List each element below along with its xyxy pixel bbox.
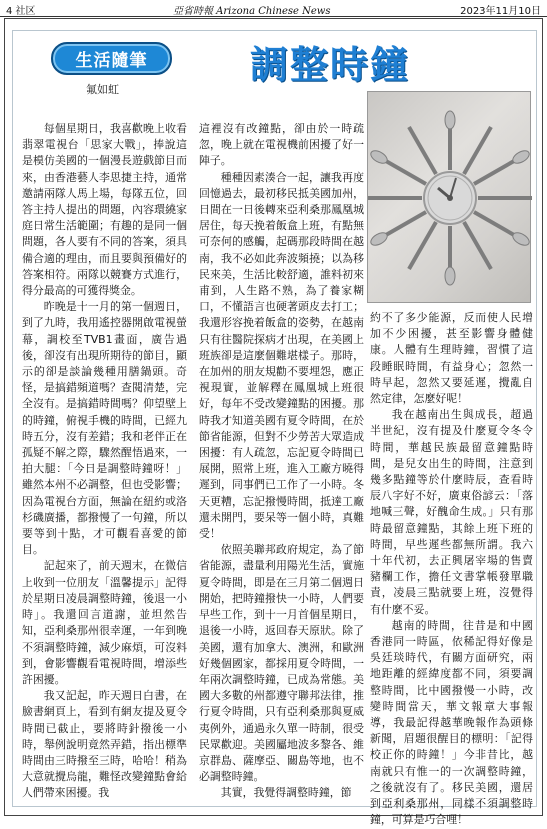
- article-column-2: [199, 121, 364, 811]
- paragraph: 依照美聯邦政府規定，為了節省能源，盡量利用陽光生活，實施夏令時間，即是在三月第二個週日開始，把時鐘撥快一小時，人們要早些工作，到十一月首個星期日，退後一小時，返回春天原狀。除了美國，還有加拿大、澳洲，和歐洲好幾個國家，都採用夏令時間，一年兩次調整時鐘，已成為常態。美國大多數的州都遵守聯邦法律，推行夏令時間，只有亞利桑那與夏威夷例外，通過永久單一時制，很受民眾歡迎。美國屬地波多黎各、維京群島、薩摩亞、關島等地，也不必調整時鐘。: [199, 543, 364, 784]
- issue-date: 2023年11月10日: [460, 6, 541, 17]
- wall-clock-with-cutlery-icon: [368, 92, 532, 304]
- paragraph: 種種因素湊合一起，讓我再度回憶過去，最初移民抵美國加州，日間在一日後轉來亞利桑那鳳凰城居住，每天挽着飯盒上班，有點無可奈何的感觸，起碼那段時間在越南，我不必如此奔波頻撓；以為移民來美，生活比較舒適，誰料初來甫到，人生路不熟，為了養家糊口，不懂語言也硬著頭皮去打工；我還形容挽着飯盒的姿勢，在越南只有往醫院探病才出現，在美國上班族卻是這麼個難堪樣子。那時，在加州的朋友規勸不要埋怨，應正視現實，並解釋在鳳凰城上班很好，每年不受改變鐘點的困擾。那時我才知道美國有夏令時間，在於節省能源，但對不少勞苦大眾造成困擾：有人疏忽，忘記夏令時間已展開，照常上班，進入工廠方曉得遲到，同事們已工作了一小時。冬天更糟，忘記撥慢時間，抵達工廠還未開門，要呆等一個小時，真難受！: [199, 170, 364, 541]
- clock-photo: [367, 91, 531, 303]
- paragraph: 越南的時間，往昔是和中國香港同一時區，依稀記得好像是吳廷琰時代，有關方面研究，兩地距離的經緯度都不同，須要調整時間，比中國撥慢一小時，改變時間當天，華文報章大事報導，我最記得越華晚報作為頭條新聞，眉題很醒目的標明：「記得校正你的時鐘！」今非昔比，越南就只有惟一的一次調整時鐘，之後就沒有了。移民美國，還居到亞利桑那州，同樣不須調整時鐘，可算是巧合哩！: [370, 618, 533, 827]
- paragraph: 昨晚是十一月的第一個週日，到了九時，我用遙控器開啟電視螢幕，調校至TVB1畫面，廣告過後，卻沒有出現所期待的節目，顯示的卻是談論幾種用膳鍋頭。奇怪，是搞錯頻道嗎？查閱清楚，完全沒有。是搞錯時間嗎？仰望壁上的時鐘，俯視手機的時間，已經九時五分，沒有差錯；我和老伴正在孤疑不解之際，驟然醒悟過來，一拍大腿：「今日是調整時鐘呀！」雖然本州不必調整，但也受影響；因為電視台方面，無論在紐約或洛杉磯廣播，都撥慢了一句鐘，所以要等到十點，才可觀看喜愛的節目。: [22, 300, 187, 557]
- masthead: 亞省時報 Arizona Chinese News: [173, 6, 331, 17]
- article-title: 調整時鐘: [250, 43, 411, 87]
- paragraph: 每個星期日，我喜歡晚上收看翡翠電視台「思家大戰」，捧說這是模仿美國的一個漫長遊戲節目而來，由香港藝人李思捷主持，通常邀請兩隊人馬上場，每隊五位，回答主持人提出的問題，內容環繞家庭日常生活範圍；有趣的是同一個問題，各人要有不同的答案，須具備合適的理由，而且要與預備好的答案相符。兩隊以競賽方式進行，得分最高的可獲得獎金。: [22, 122, 187, 298]
- column-label: 生活隨筆: [75, 51, 148, 71]
- column-label-badge: [51, 42, 172, 75]
- paragraph: 其實，我覺得調整時鐘，節: [220, 786, 352, 800]
- header-rule: [0, 16, 547, 17]
- paragraph: 記起來了，前天週末，在微信上收到一位朋友「溫馨提示」記得於星期日凌晨調整時鐘，後退一小時」。我還回言道謝，並坦然告知，亞利桑那州很幸運，一年到晚不須調整時鐘，減少麻煩，可沒料到，會影響觀看電視時間，增添些許困擾。: [22, 559, 187, 686]
- paragraph: 約不了多少能源，反而使人民增加不少困擾，甚至影響身體健康。人體有生理時鐘，習慣了這段睡眠時間，有益身心；忽然一時早起，忽然又要延遲，攪亂自然定律，怎麼好呢！: [370, 311, 533, 406]
- page-section: 4 社区: [6, 6, 36, 17]
- article-column-3: [370, 310, 533, 827]
- article-column-1: [22, 121, 187, 811]
- paragraph: 我又記起，昨天週日白書，在臉書網頁上，看到有網友提及夏令時間已截止，要將時針撥後一小時，舉例說明竟然弄錯，指出標準時間由三時撥至三時，哈哈！稍為大意就攪烏龍，難怪改變鐘點會給人們帶來困擾。我: [22, 689, 187, 800]
- paragraph: 這裡沒有改鐘點，卻由於一時疏忽，晚上就在電視機前困擾了好一陣子。: [199, 122, 364, 168]
- author-name: 氟如虹: [86, 83, 119, 96]
- paragraph: 我在越南出生與成長，超過半世紀，沒有提及什麼夏令冬令時間，華越民族最留意鐘點時間，是兒女出生的時間，注意到幾多點鐘等於什麼時辰，查看時辰八字好不好，廣東俗諺云：「落地喊三聲，好醜命生成。」只有那時最留意鐘點，其餘上班下班的時間，早些遲些都無所謂。我六十年代初，去正興屠宰場的售賣豬欄工作，擔任文書掌帳發單職責，凌晨三點就要上班，沒覺得有什麼不妥。: [370, 408, 533, 616]
